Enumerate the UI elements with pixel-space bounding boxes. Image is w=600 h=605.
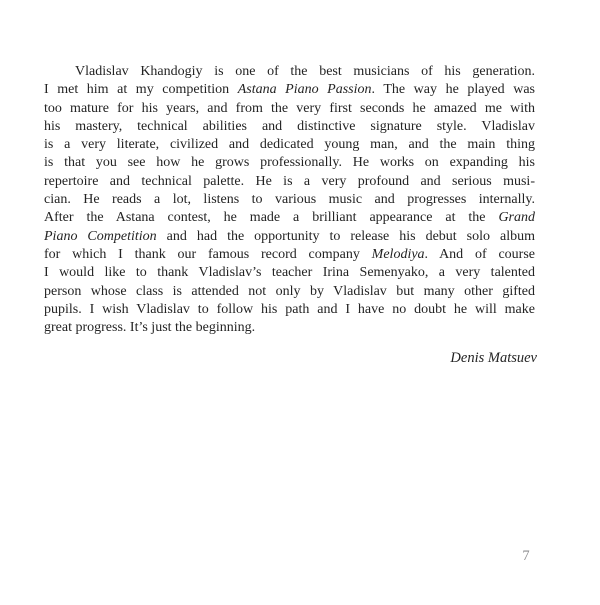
testimonial-paragraph	[44, 63, 535, 337]
paragraph-line	[44, 154, 535, 172]
text-segment: pupils. I wish Vladislav to follow his path and I have no doubt he will make	[44, 301, 535, 317]
paragraph-line	[44, 81, 535, 99]
text-segment: . The way he played was	[371, 82, 535, 98]
paragraph-line	[44, 319, 535, 337]
text-segment: . And of course	[424, 246, 535, 262]
text-segment: for which I thank our famous record company	[44, 246, 372, 262]
paragraph-line	[44, 173, 535, 191]
paragraph-line	[44, 283, 535, 301]
page-number: 7	[522, 548, 530, 564]
text-segment: is that you see how he grows professionally. He works on expanding his	[44, 155, 535, 171]
text-segment: great progress. It’s just the beginning.	[44, 320, 256, 336]
paragraph-line	[44, 136, 535, 154]
paragraph-line	[44, 228, 535, 246]
paragraph-line	[44, 100, 535, 118]
paragraph-line	[44, 209, 535, 227]
paragraph-line	[44, 246, 535, 264]
paragraph-line	[44, 118, 535, 136]
text-segment: I met him at my competition	[44, 82, 238, 98]
text-segment: I would like to thank Vladislav’s teacher Irina Semenyako, a very talented	[44, 265, 535, 281]
paragraph-line	[44, 301, 535, 319]
italic-text-segment: Piano Competition	[44, 228, 157, 244]
italic-text-segment: Grand	[498, 210, 535, 226]
text-segment: and had the opportunity to release his debut solo album	[156, 228, 535, 244]
text-segment: too mature for his years, and from the very first seconds he amazed me with	[44, 100, 535, 116]
text-segment: is a very literate, civilized and dedicated young man, and the main thing	[44, 137, 535, 153]
paragraph-line	[44, 191, 535, 209]
text-segment: cian. He reads a lot, listens to various music and progresses internally.	[44, 192, 535, 208]
signature: Denis Matsuev	[450, 350, 537, 366]
italic-text-segment: Astana Piano Passion	[237, 82, 372, 98]
text-segment: Vladislav Khandogiy is one of the best musicians of his generation.	[75, 64, 535, 79]
paragraph-line	[44, 264, 535, 282]
text-segment: person whose class is attended not only by Vladislav but many other gifted	[44, 283, 535, 299]
text-segment: After the Astana contest, he made a brilliant appearance at the	[44, 210, 499, 226]
paragraph-line	[44, 63, 535, 81]
italic-text-segment: Melodiya	[371, 246, 425, 262]
text-segment: his mastery, technical abilities and distinctive signature style. Vladislav	[44, 118, 535, 134]
text-segment: repertoire and technical palette. He is a very profound and serious musi-	[44, 173, 535, 189]
